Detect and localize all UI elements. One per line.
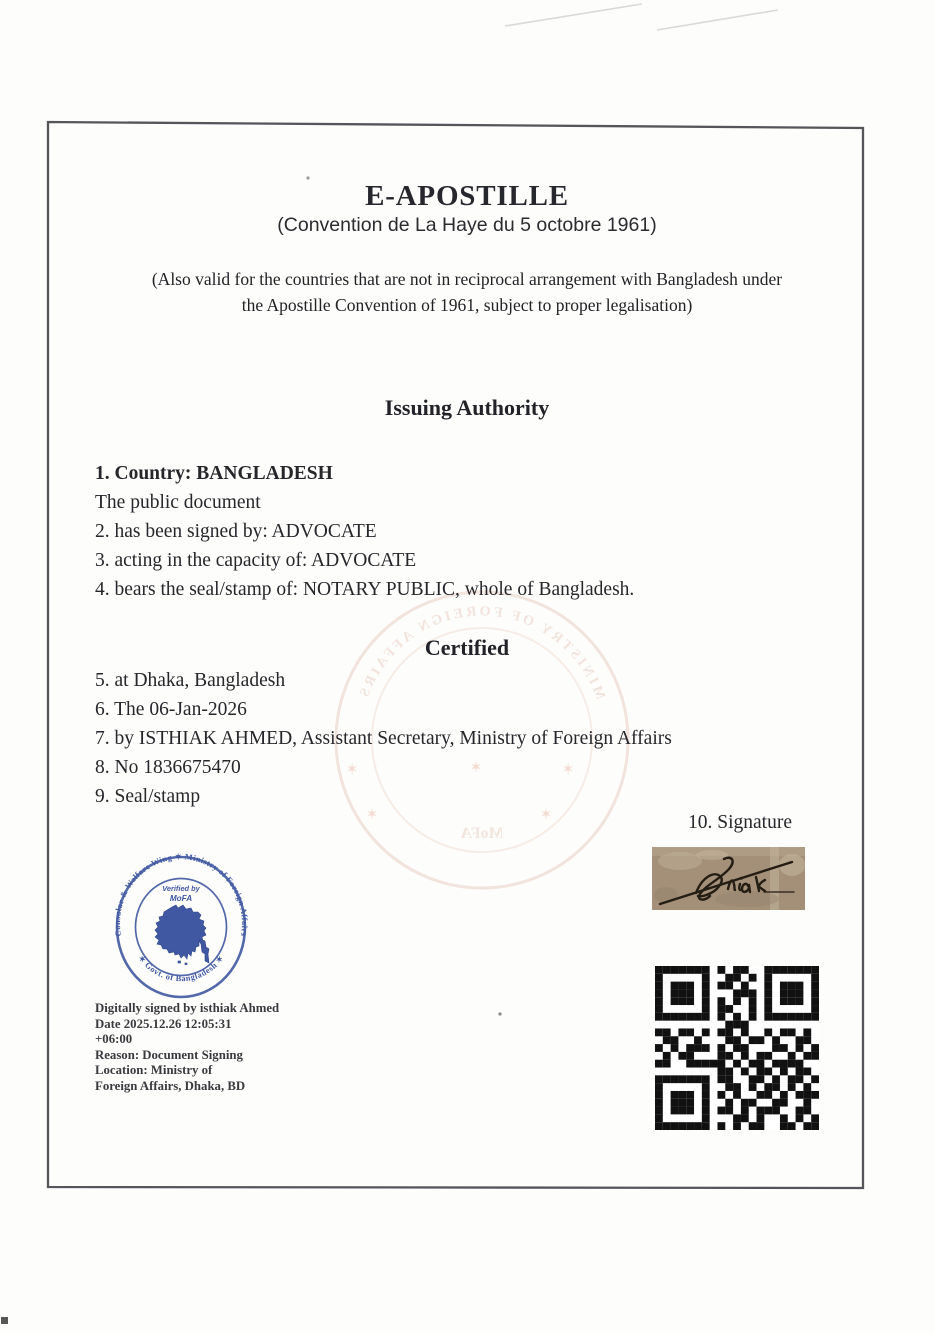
validity-note-line2: the Apostille Convention of 1961, subject to proper legalisation) bbox=[241, 294, 693, 315]
validity-note bbox=[87, 267, 847, 318]
svg-text:MoFA: MoFA bbox=[460, 825, 504, 842]
seal-arc-bottom-text: ✶ Govt. of Bangladesh ✶ bbox=[136, 953, 226, 984]
digital-signature-details bbox=[95, 1001, 279, 1094]
digsig-signed-by: Digitally signed by isthiak Ahmed bbox=[95, 1001, 280, 1015]
country-line: 1. Country: BANGLADESH bbox=[95, 463, 333, 484]
seal-arc-top-text: Consular & Welfare Wing ✶ Ministry of Foreign Affairs bbox=[112, 853, 250, 938]
scan-speck bbox=[306, 176, 309, 179]
certified-block bbox=[95, 666, 672, 811]
scan-speck bbox=[498, 1012, 501, 1015]
certificate-number-line: 8. No 1836675470 bbox=[95, 757, 241, 778]
signature-label: 10. Signature bbox=[688, 812, 792, 833]
digsig-timezone: +06:00 bbox=[95, 1032, 133, 1046]
document-title: E-APOSTILLE bbox=[365, 180, 569, 212]
seal-stamp-label: 9. Seal/stamp bbox=[95, 786, 201, 807]
public-document-line: The public document bbox=[95, 492, 261, 513]
digsig-date: Date 2025.12.26 12:05:31 bbox=[95, 1016, 232, 1031]
issuing-authority-heading: Issuing Authority bbox=[384, 395, 550, 420]
digsig-location-line1: Location: Ministry of bbox=[95, 1063, 213, 1077]
scan-scratch-marks bbox=[505, 4, 778, 30]
signed-by-line: 2. has been signed by: ADVOCATE bbox=[95, 521, 377, 542]
svg-text:✶: ✶ bbox=[539, 807, 553, 823]
bangladesh-map-icon bbox=[155, 905, 209, 965]
svg-text:✶: ✶ bbox=[469, 760, 483, 776]
document-subtitle: (Convention de La Haye du 5 octobre 1961) bbox=[277, 214, 657, 236]
signature-image bbox=[652, 847, 805, 910]
verification-seal bbox=[112, 853, 250, 1001]
qr-code bbox=[655, 966, 819, 1130]
seal-stamp-line: 4. bears the seal/stamp of: NOTARY PUBLIC, whole of Bangladesh. bbox=[95, 579, 635, 600]
svg-text:✶: ✶ bbox=[345, 762, 359, 778]
certified-at-line: 5. at Dhaka, Bangladesh bbox=[95, 670, 286, 691]
certified-heading: Certified bbox=[424, 635, 510, 660]
validity-note-line1: (Also valid for the countries that are not in reciprocal arrangement with Bangladesh under bbox=[151, 269, 783, 289]
certified-date-line: 6. The 06-Jan-2026 bbox=[95, 699, 247, 720]
svg-text:MINISTRY OF FOREIGN AFFAIRS: MINISTRY OF FOREIGN AFFAIRS bbox=[356, 604, 608, 702]
scan-speck-corner bbox=[1, 1317, 8, 1324]
certified-by-line: 7. by ISTHIAK AHMED, Assistant Secretary, Ministry of Foreign Affairs bbox=[95, 728, 672, 749]
svg-text:✶: ✶ bbox=[365, 807, 379, 823]
capacity-line: 3. acting in the capacity of: ADVOCATE bbox=[95, 550, 417, 571]
digsig-reason: Reason: Document Signing bbox=[95, 1047, 243, 1062]
svg-text:✶: ✶ bbox=[561, 762, 575, 778]
digsig-location-line2: Foreign Affairs, Dhaka, BD bbox=[95, 1078, 246, 1093]
seal-mofa-text: MoFA bbox=[169, 894, 193, 903]
seal-verified-by-text: Verified by bbox=[162, 884, 200, 893]
issuing-authority-block bbox=[95, 459, 634, 604]
